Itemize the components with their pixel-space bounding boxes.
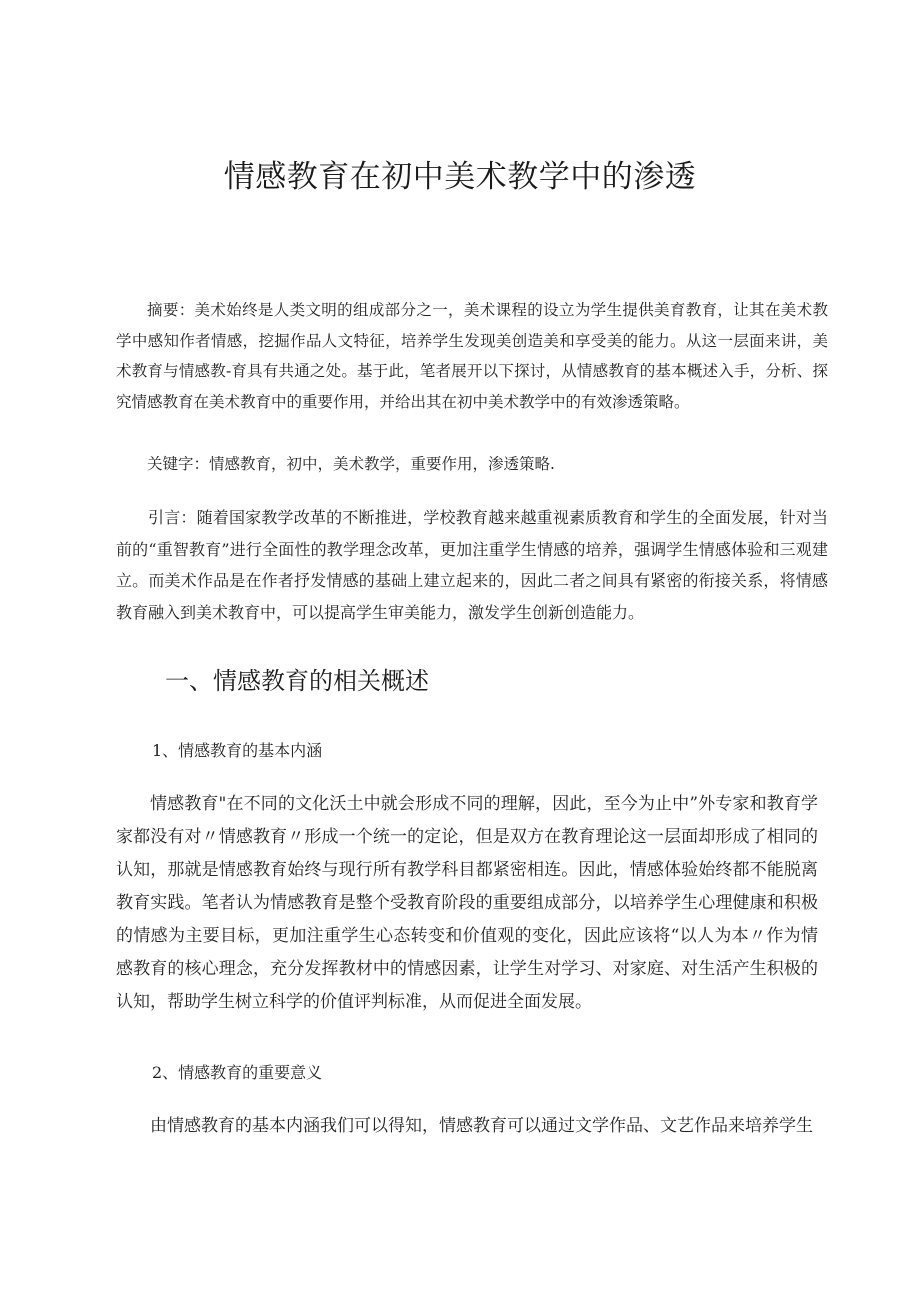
introduction-text: 引言：随着国家教学改革的不断推进，学校教育越来越重视素质教育和学生的全面发展，针对当前的“重智教育”进行全面性的教学理念改革，更加注重学生情感的培养，强调学生情感体验和三观建立。而美术作品是在作者抒发情感的基础上建立起来的，因此二者之间具有紧密的衔接关系，将情感教育融入到美术教育中，可以提高学生审美能力，激发学生创新创造能力。 (116, 508, 828, 622)
subsection-2-text: 由情感教育的基本内涵我们可以得知，情感教育可以通过文学作品、文艺作品来培养学生 (150, 1116, 813, 1136)
abstract-paragraph (116, 295, 828, 417)
subsection-heading-2: 2、情感教育的重要意义 (152, 1063, 323, 1082)
keywords-paragraph (116, 449, 828, 479)
section-heading: 一、情感教育的相关概述 (165, 667, 429, 695)
subsection-1-body (116, 788, 818, 1019)
subsection-1-text: 情感教育"在不同的文化沃土中就会形成不同的理解，因此，至今为止中”外专家和教育学家都没有对〃情感教育〃形成一个统一的定论，但是双方在教育理论这一层面却形成了相同的认知，那就是情感教育始终与现行所有教学科目都紧密相连。因此，情感体验始终都不能脱离教育实践。笔者认为情感教育是整个受教育阶段的重要组成部分，以培养学生心理健康和积极的情感为主要目标，更加注重学生心态转变和价值观的变化，因此应该将“以人为本〃作为情感教育的核心理念，充分发挥教材中的情感因素，让学生对学习、对家庭、对生活产生积极的认知，帮助学生树立科学的价值评判标准，从而促进全面发展。 (116, 794, 818, 1012)
page-title: 情感教育在初中美术教学中的渗透 (223, 159, 697, 195)
abstract-text: 摘要：美术始终是人类文明的组成部分之一，美术课程的设立为学生提供美育教育，让其在美术教学中感知作者情感，挖掘作品人文特征，培养学生发现美创造美和享受美的能力。从这一层面来讲，美术教育与情感教-育具有共通之处。基于此，笔者展开以下探讨，从情感教育的基本概述入手，分析、探究情感教育在美术教育中的重要作用，并给出其在初中美术教学中的有效渗透策略。 (116, 301, 828, 411)
introduction-paragraph (116, 502, 828, 628)
subsection-2-body (116, 1110, 818, 1143)
keywords-text: 关键字：情感教育，初中，美术教学，重要作用，渗透策略. (147, 455, 555, 473)
subsection-heading-1: 1、情感教育的基本内涵 (152, 741, 323, 760)
